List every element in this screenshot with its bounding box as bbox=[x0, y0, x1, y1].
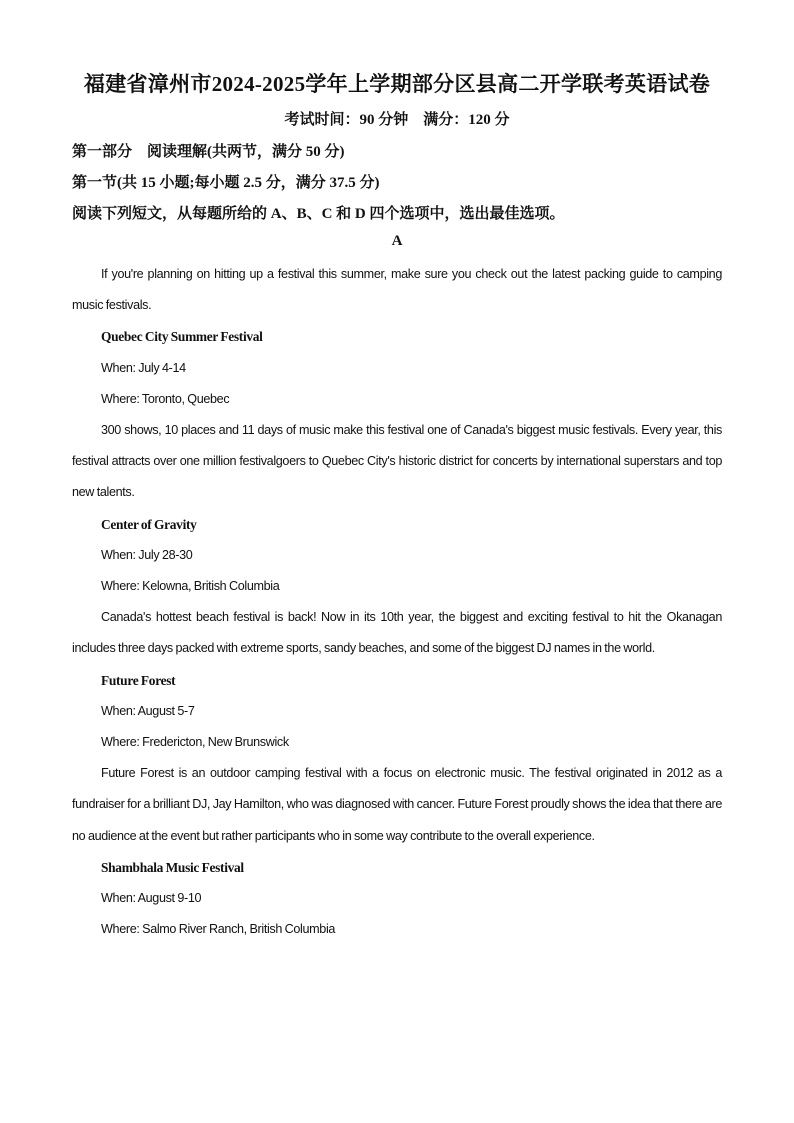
exam-time-and-score: 考试时间：90 分钟 满分：120 分 bbox=[284, 112, 510, 128]
festival-name: Quebec City Summer Festival bbox=[101, 329, 263, 345]
festival-name: Center of Gravity bbox=[101, 516, 197, 532]
passage-letter: A bbox=[391, 233, 403, 249]
subsection-heading: 第一节(共 15 小题;每小题 2.5 分，满分 37.5 分) bbox=[72, 175, 380, 191]
festival-description: Canada's hottest beach festival is back! Now in its 10th year, the biggest and exciting festival to hit the Okanagan includes three days packed with extreme sports, sandy beaches, and some of the biggest DJ names in the world. bbox=[72, 610, 722, 656]
festival-when: When: July 28-30 bbox=[101, 547, 193, 562]
passage-body bbox=[72, 259, 722, 945]
festival-where: Where: Kelowna, British Columbia bbox=[101, 579, 280, 594]
festival-where: Where: Fredericton, New Brunswick bbox=[101, 735, 289, 750]
festival-description: 300 shows, 10 places and 11 days of music make this festival one of Canada's biggest music festivals. Every year, this festival attracts over one million festivalgoers to Quebec City's historic district for concerts by international superstars and top new talents. bbox=[72, 423, 722, 500]
part-heading: 第一部分 阅读理解(共两节，满分 50 分) bbox=[72, 144, 345, 160]
festival-where: Where: Toronto, Quebec bbox=[101, 391, 230, 406]
festival-name: Future Forest bbox=[101, 672, 176, 688]
instruction: 阅读下列短文，从每题所给的 A、B、C 和 D 四个选项中，选出最佳选项。 bbox=[72, 206, 565, 222]
festival-name: Shambhala Music Festival bbox=[101, 859, 244, 875]
festival-description: Future Forest is an outdoor camping festival with a focus on electronic music. The festival originated in 2012 as a fundraiser for a brilliant DJ, Jay Hamilton, who was diagnosed with cancer. Future Forest proudly shows the idea that there are no audience at the event but rather participants who in some way contribute to the overall experience. bbox=[72, 766, 722, 843]
festival-when: When: July 4-14 bbox=[101, 360, 186, 375]
festival-where: Where: Salmo River Ranch, British Columbia bbox=[101, 922, 336, 937]
exam-title: 福建省漳州市2024-2025学年上学期部分区县高二开学联考英语试卷 bbox=[83, 72, 711, 96]
passage-intro: If you're planning on hitting up a festival this summer, make sure you check out the latest packing guide to camping music festivals. bbox=[72, 267, 722, 313]
festival-when: When: August 9-10 bbox=[101, 891, 202, 906]
festival-when: When: August 5-7 bbox=[101, 703, 195, 718]
